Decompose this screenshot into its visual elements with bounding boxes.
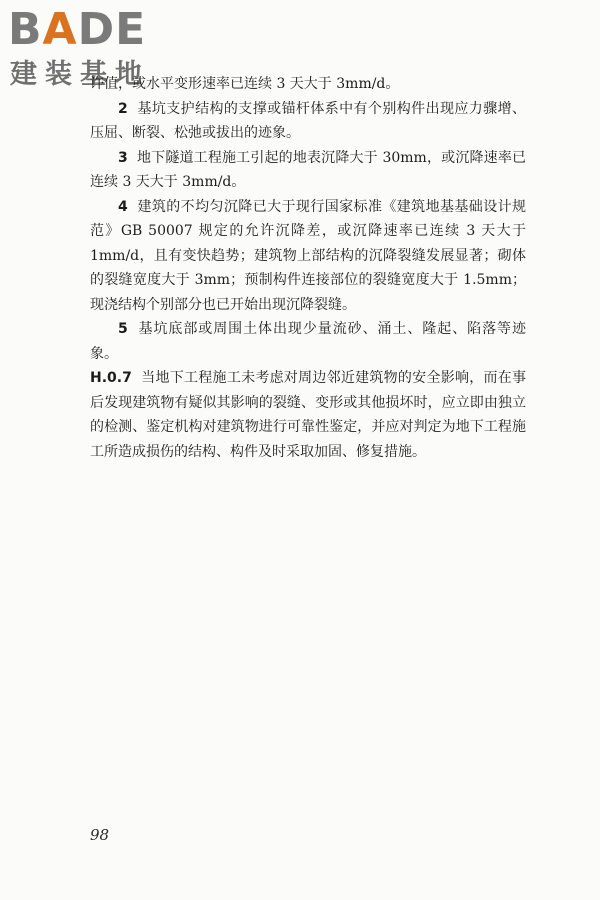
list-item-4 (90, 195, 526, 318)
list-item-3 (90, 146, 526, 195)
watermark-latin-text: BADE (8, 4, 147, 55)
item-text: 地下隧道工程施工引起的地表沉降大于 30mm，或沉降速率已连续 3 天大于 3mm/d。 (90, 149, 526, 190)
item-text: 基坑支护结构的支撑或锚杆体系中有个别构件出现应力骤增、压屈、断裂、松弛或拔出的迹象。 (90, 100, 527, 141)
clause-text: 当地下工程施工未考虑对周边邻近建筑物的安全影响，而在事后发现建筑物有疑似其影响的裂缝、变形或其他损坏时，应立即由独立的检测、鉴定机构对建筑物进行可靠性鉴定，并应对判定为地下工程施工所造成损伤的结构、构件及时采取加固、修复措施。 (90, 370, 526, 460)
item-number: 3 (118, 149, 128, 166)
clause-number: H.0.7 (90, 370, 132, 386)
item-number: 4 (118, 198, 128, 215)
page-body (90, 72, 526, 464)
watermark-chinese-text: 建装基地 (10, 59, 150, 90)
continuation-paragraph: 许值，或水平变形速率已连续 3 天大于 3mm/d。 (90, 76, 400, 92)
list-item-2 (90, 97, 526, 146)
item-text: 基坑底部或周围土体出现少量流砂、涌土、隆起、陷落等迹象。 (90, 321, 526, 362)
item-text: 建筑的不均匀沉降已大于现行国家标准《建筑地基基础设计规范》GB 50007 规定的允许沉降差，或沉降速率已连续 3 天大于 1mm/d，且有变快趋势；建筑物上部结构的沉降裂缝发展显著；砌体的裂缝宽度大于 3mm；预制构件连接部位的裂缝宽度大于 1.5mm；现浇结构个别部分也已开始出现沉降裂缝。 (90, 198, 527, 313)
list-item-5 (90, 317, 526, 366)
page-number: 98 (90, 826, 110, 844)
item-number: 2 (118, 100, 128, 117)
clause-h07 (90, 366, 526, 464)
item-number: 5 (118, 321, 128, 337)
